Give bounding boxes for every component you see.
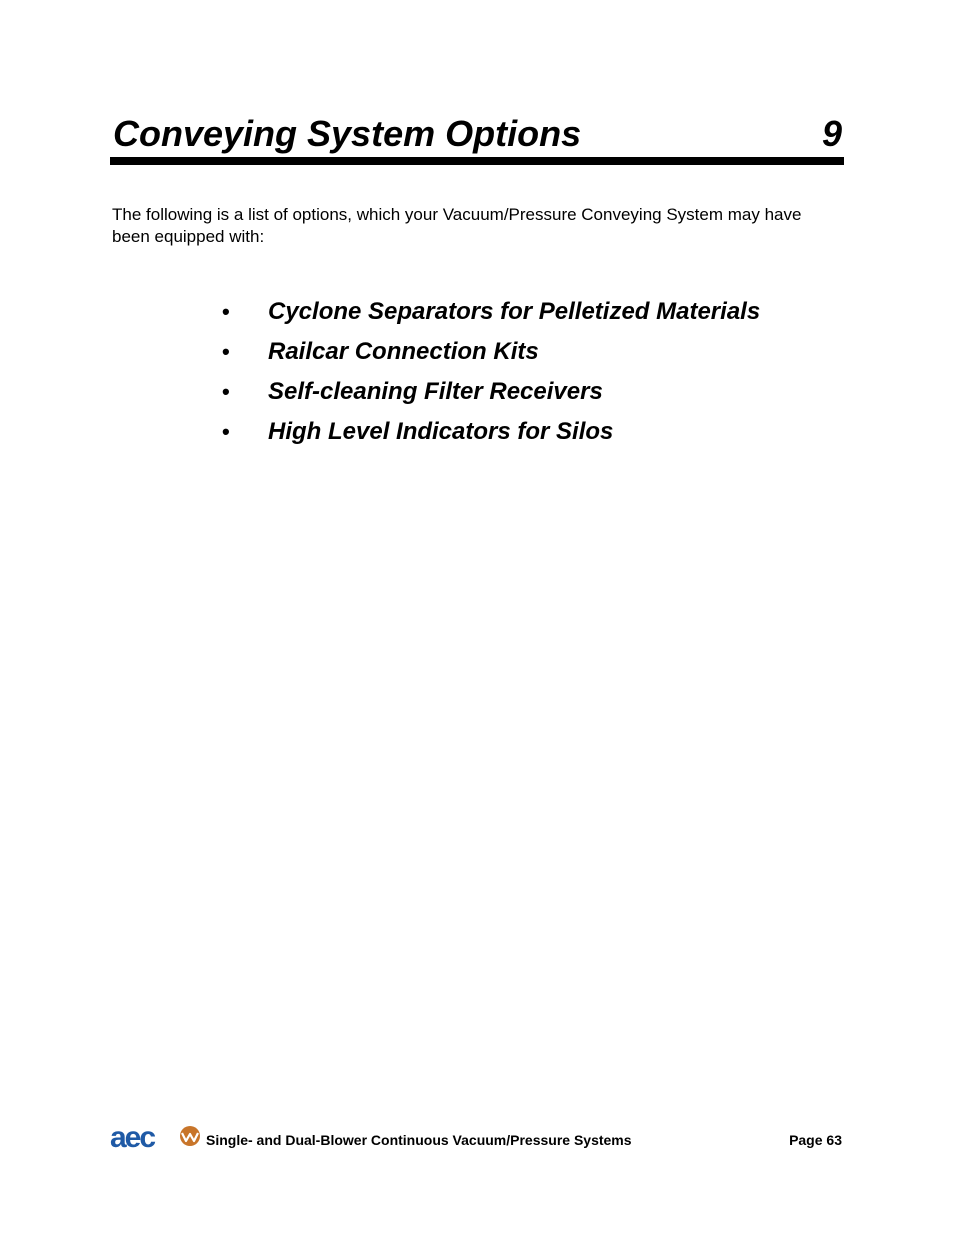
page-title: Conveying System Options — [113, 113, 582, 154]
bullet-icon: • — [222, 339, 230, 364]
options-list — [222, 292, 760, 452]
option-label: Railcar Connection Kits — [268, 338, 539, 365]
list-item — [222, 292, 760, 332]
bullet-icon: • — [222, 379, 230, 404]
page-footer — [110, 1123, 842, 1153]
option-label: Self-cleaning Filter Receivers — [268, 378, 603, 405]
aec-logo-icon — [110, 1123, 202, 1151]
chapter-number: 9 — [821, 113, 842, 154]
bullet-icon: • — [222, 299, 230, 324]
intro-paragraph: The following is a list of options, which your Vacuum/Pressure Conveying System may have been equipped with: — [112, 205, 802, 246]
list-item — [222, 332, 760, 372]
option-label: High Level Indicators for Silos — [268, 418, 614, 445]
logo-wordmark: aec — [110, 1123, 155, 1151]
option-label: Cyclone Separators for Pelletized Materials — [268, 298, 761, 325]
page-number: Page 63 — [789, 1132, 842, 1148]
list-item — [222, 372, 760, 412]
bullet-icon: • — [222, 419, 230, 444]
title-rule — [110, 157, 844, 165]
list-item — [222, 412, 760, 452]
footer-title: Single- and Dual-Blower Continuous Vacuum/Pressure Systems — [206, 1132, 632, 1148]
